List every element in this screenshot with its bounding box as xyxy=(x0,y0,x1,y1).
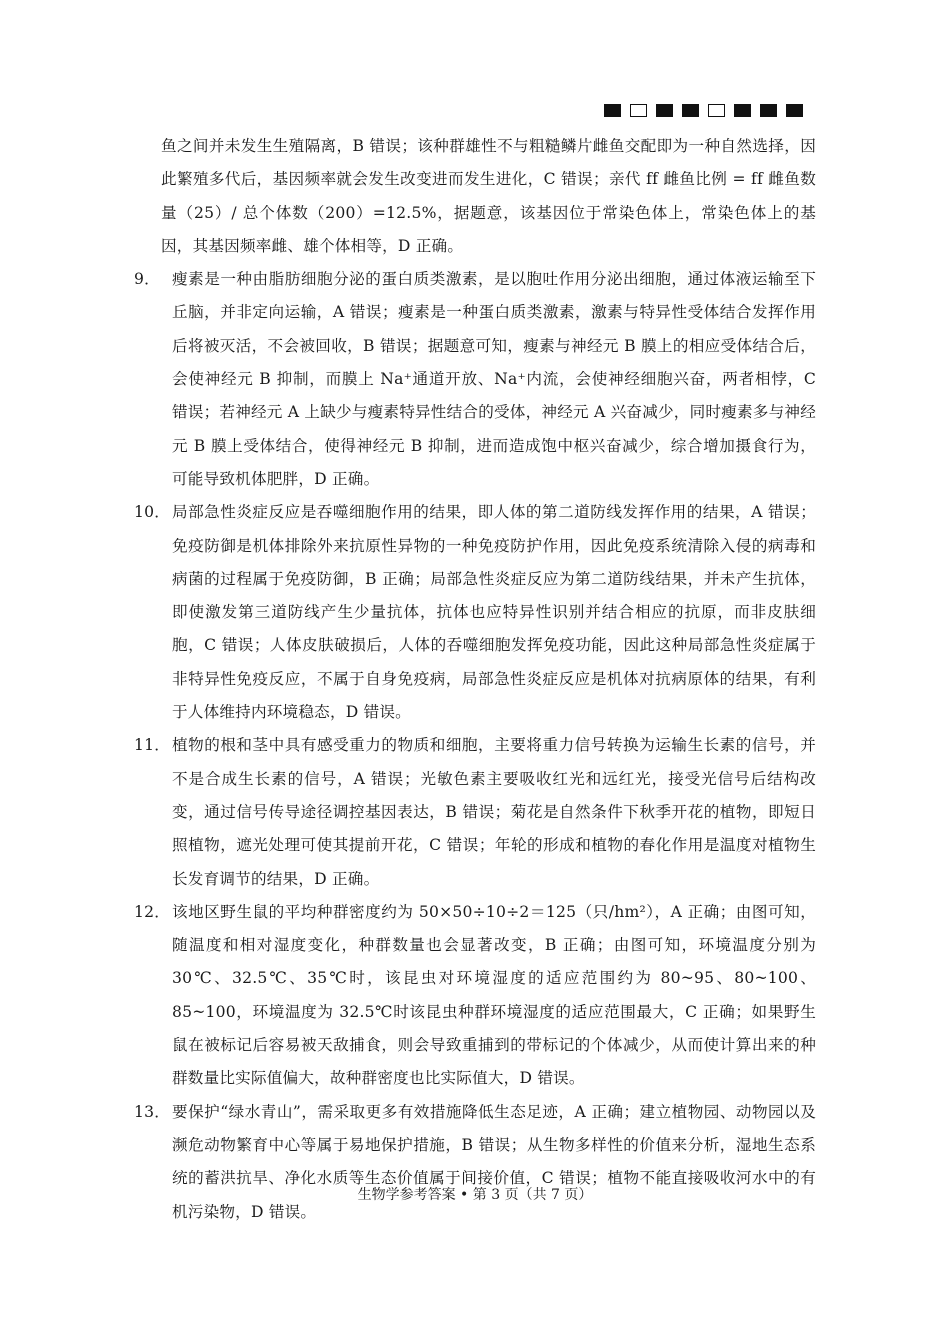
continuation-paragraph: 鱼之间并未发生生殖隔离，B 错误；该种群雄性不与粗糙鳞片雌鱼交配即为一种自然选择，因此繁殖多代后，基因频率就会发生改变进而发生进化，C 错误；亲代 ff 雌鱼比例 = ff 雌鱼数量（25）/ 总个体数（200）=12.5%，据题意，该基因位于常染色体上，常染色体上的基因，其基因频率雌、雄个体相等，D 正确。 xyxy=(161,137,816,255)
item-number: 11． xyxy=(134,736,171,755)
header-marks xyxy=(604,104,803,117)
header-mark-filled xyxy=(682,104,699,117)
item-number: 10． xyxy=(134,503,171,522)
item-text: 该地区野生鼠的平均种群密度约为 50×50÷10÷2＝125（只/hm²），A 正确；由图可知，随温度和相对湿度变化，种群数量也会显著改变，B 正确；由图可知，环境温度分别为 30℃、32.5℃、35℃时，该昆虫对环境湿度的适应范围约为 80~95、80~100、85~100，环境温度为 32.5℃时该昆虫种群环境湿度的适应范围最大，C 正确；如果野生鼠在被标记后容易被天敌捕食，则会导致重捕到的带标记的个体减少，从而使计算出来的种群数量比实际值偏大，故种群密度也比实际值大，D 错误。 xyxy=(172,902,816,1088)
header-mark-filled xyxy=(656,104,673,117)
answer-item-9 xyxy=(134,263,816,496)
item-number: 12． xyxy=(134,902,171,921)
item-text: 植物的根和茎中具有感受重力的物质和细胞，主要将重力信号转换为运输生长素的信号，并不是合成生长素的信号，A 错误；光敏色素主要吸收红光和远红光，接受光信号后结构改变，通过信号传导途径调控基因表达，B 错误；菊花是自然条件下秋季开花的植物，即短日照植物，遮光处理可使其提前开花，C 错误；年轮的形成和植物的春化作用是温度对植物生长发育调节的结果，D 正确。 xyxy=(172,736,816,888)
item-number: 9． xyxy=(134,270,160,289)
answer-item-11 xyxy=(134,729,816,895)
answer-item-10 xyxy=(134,496,816,729)
answer-item-13 xyxy=(134,1096,816,1229)
answer-item-12 xyxy=(134,896,816,1096)
header-mark-filled xyxy=(604,104,621,117)
answer-content xyxy=(134,130,816,1229)
item-text: 局部急性炎症反应是吞噬细胞作用的结果，即人体的第二道防线发挥作用的结果，A 错误；免疫防御是机体排除外来抗原性异物的一种免疫防护作用，因此免疫系统清除入侵的病毒和病菌的过程属于免疫防御，B 正确；局部急性炎症反应为第二道防线结果，并未产生抗体，即使激发第三道防线产生少量抗体，抗体也应特异性识别并结合相应的抗原，而非皮肤细胞，C 错误；人体皮肤破损后，人体的吞噬细胞发挥免疫功能，因此这种局部急性炎症属于非特异性免疫反应，不属于自身免疫病，局部急性炎症反应是机体对抗病原体的结果，有利于人体维持内环境稳态，D 错误。 xyxy=(172,503,816,722)
header-mark-filled xyxy=(734,104,751,117)
header-mark-filled xyxy=(786,104,803,117)
item-number: 13． xyxy=(134,1102,171,1121)
item-text: 要保护“绿水青山”，需采取更多有效措施降低生态足迹，A 正确；建立植物园、动物园以及濒危动物繁育中心等属于易地保护措施，B 错误；从生物多样性的价值来分析，湿地生态系统的蓄洪抗旱、净化水质等生态价值属于间接价值，C 错误；植物不能直接吸收河水中的有机污染物，D 错误。 xyxy=(172,1102,816,1221)
page-footer: 生物学参考答案 • 第 3 页（共 7 页） xyxy=(357,1187,593,1203)
item-text: 瘦素是一种由脂肪细胞分泌的蛋白质类激素，是以胞吐作用分泌出细胞，通过体液运输至下丘脑，并非定向运输，A 错误；瘦素是一种蛋白质类激素，激素与特异性受体结合发挥作用后将被灭活，不会被回收，B 错误；据题意可知，瘦素与神经元 B 膜上的相应受体结合后，会使神经元 B 抑制，而膜上 Na⁺通道开放、Na⁺内流，会使神经细胞兴奋，两者相悖，C 错误；若神经元 A 上缺少与瘦素特异性结合的受体，神经元 A 兴奋减少，同时瘦素多与神经元 B 膜上受体结合，使得神经元 B 抑制，进而造成饱中枢兴奋减少，综合增加摄食行为，可能导致机体肥胖，D 正确。 xyxy=(172,270,816,488)
header-mark-hollow xyxy=(630,104,647,117)
header-mark-hollow xyxy=(708,104,725,117)
header-mark-filled xyxy=(760,104,777,117)
